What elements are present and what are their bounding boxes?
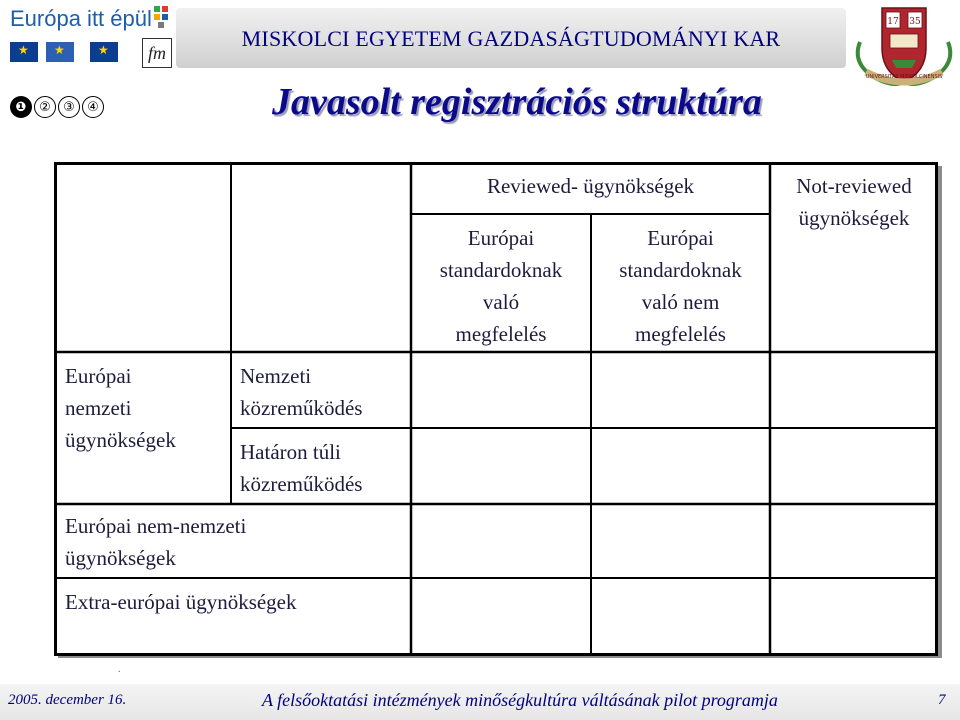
eu-flag-icon xyxy=(90,42,118,62)
university-title: MISKOLCI EGYETEM GAZDASÁGTUDOMÁNYI KAR xyxy=(241,26,781,51)
row-line: Határon túli xyxy=(240,440,341,464)
row-line: Európai nem-nemzeti xyxy=(65,514,247,538)
crest-year-right: 35 xyxy=(909,17,921,27)
header-line: megfelelés xyxy=(455,322,547,346)
logo-text: Európa itt épül xyxy=(10,6,152,31)
university-crest-icon xyxy=(852,2,956,88)
nav-slide-2-button[interactable]: ② xyxy=(34,96,56,118)
slide-title: Javasolt regisztrációs struktúra xyxy=(272,81,762,123)
eu-flag-icon xyxy=(10,42,38,62)
footer-program-title: A felsőoktatási intézmények minőségkultúra váltásának pilot programja xyxy=(262,690,778,710)
header-line: Európai xyxy=(467,226,535,250)
page-number: 7 xyxy=(938,692,946,708)
row-line: Európai xyxy=(65,364,132,388)
footer-date: 2005. december 16. xyxy=(8,692,127,708)
crest-year-left: 17 xyxy=(887,17,899,27)
notreviewed-header xyxy=(770,170,938,234)
row-line: Nemzeti xyxy=(240,364,312,388)
header-bar xyxy=(176,8,846,68)
europa-terv-icon xyxy=(46,42,74,62)
reviewed-header: Reviewed- ügynökségek xyxy=(486,174,695,198)
row-line: közreműködés xyxy=(240,396,363,420)
col-nonconformity-header xyxy=(591,222,770,350)
row-line: közreműködés xyxy=(240,472,363,496)
europa-itt-epul-logo xyxy=(4,2,176,70)
header-line: standardoknak xyxy=(439,258,563,282)
nav-slide-1-button[interactable]: ❶ xyxy=(10,96,32,118)
crest-motto: UNIVERSITAS MISKOLCINENSIS xyxy=(865,74,943,80)
row-line: ügynökségek xyxy=(65,428,176,452)
header-line: Not-reviewed xyxy=(796,174,912,198)
nav-slide-3-button[interactable]: ③ xyxy=(58,96,80,118)
subrow-crossborder-cooperation xyxy=(240,436,410,500)
col-conformity-header xyxy=(411,222,591,350)
header-line: való xyxy=(482,290,520,314)
registration-table xyxy=(54,162,938,656)
logo-squares-icon xyxy=(154,6,170,30)
row-extra-european-agencies: Extra-európai ügynökségek xyxy=(65,590,297,614)
header-line: megfelelés xyxy=(635,322,726,346)
row-national-agencies xyxy=(65,360,231,456)
fm-logo-icon: fm xyxy=(142,38,172,68)
row-line: ügynökségek xyxy=(65,546,176,570)
header-line: Európai xyxy=(647,226,714,250)
divider-dot: . xyxy=(118,664,121,675)
nav-slide-4-button[interactable]: ④ xyxy=(82,96,104,118)
row-nonnational-agencies xyxy=(65,510,410,574)
subrow-national-cooperation xyxy=(240,360,410,424)
header-line: való nem xyxy=(641,290,720,314)
slide-nav xyxy=(10,96,104,118)
header-line: standardoknak xyxy=(619,258,742,282)
row-line: nemzeti xyxy=(65,396,132,420)
header-line: ügynökségek xyxy=(798,206,910,230)
